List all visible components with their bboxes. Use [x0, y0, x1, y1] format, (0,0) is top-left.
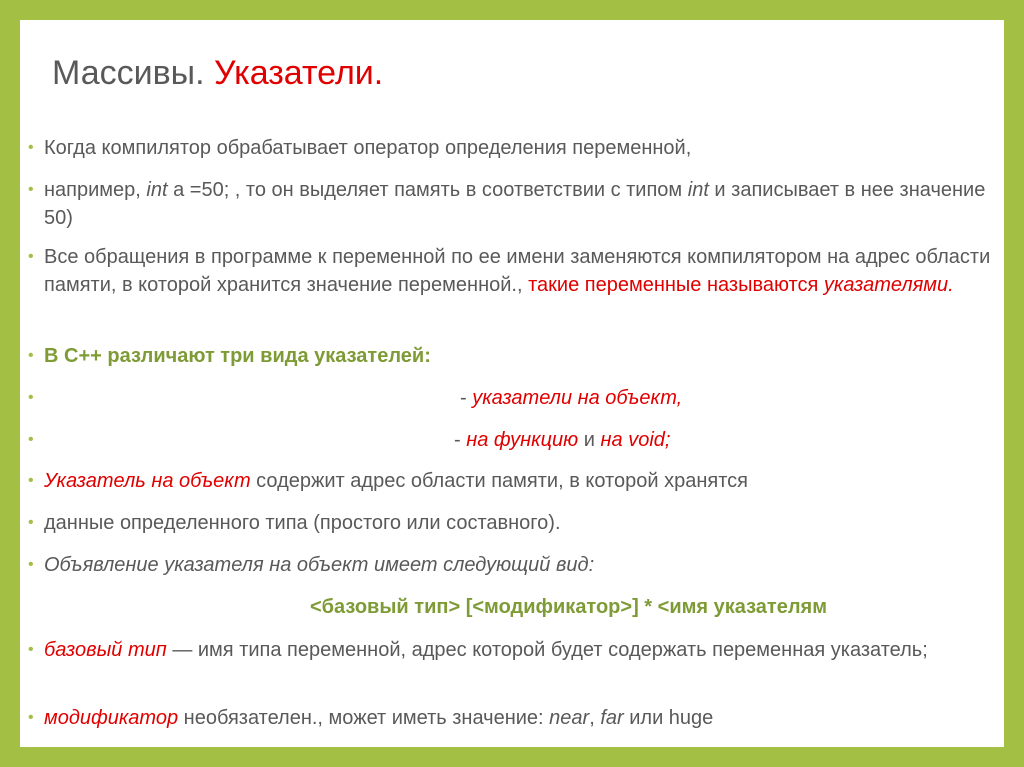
bullet-11 [28, 704, 996, 732]
bullet-5-red: указатели на объект, [472, 387, 683, 409]
bullet-6-dash: - [454, 429, 467, 451]
bullet-11-text-2: или huge [623, 707, 714, 729]
bullet-11-near: near [549, 707, 590, 729]
bullet-7 [28, 467, 996, 495]
bullet-dot: • [28, 347, 34, 364]
bullet-6-content [454, 426, 670, 454]
bullet-11-comma: , [589, 707, 601, 729]
bullet-6-red-2: на void; [600, 429, 671, 451]
bullet-11-red: модификатор [44, 707, 179, 729]
bullet-5-content [460, 384, 682, 412]
bullet-dot: • [28, 181, 34, 198]
bullet-2-text-1: например, [44, 179, 147, 201]
bullet-dot: • [28, 472, 34, 489]
bullet-8 [28, 509, 996, 537]
bullet-2-int-1: int [146, 179, 168, 201]
bullet-11-far: far [600, 707, 624, 729]
bullet-6-red-1: на функцию [466, 429, 579, 451]
bullet-dot: • [28, 641, 34, 658]
bullet-2-int-2: int [687, 179, 709, 201]
bullet-dot: • [28, 709, 34, 726]
bullet-dot: • [28, 431, 34, 448]
bullet-dot: • [28, 248, 34, 265]
bullet-3-red: такие переменные называются [528, 274, 824, 296]
bullet-7-red: Указатель на объект [44, 470, 251, 492]
bullet-dot: • [28, 556, 34, 573]
bullet-9-text: Объявление указателя на объект имеет следующий вид: [44, 554, 595, 576]
title-part2: Указатели. [214, 54, 384, 92]
bullet-dot: • [28, 514, 34, 531]
bullet-3-text: Все обращения в программе к переменной по ее имени заменяются компилятором на адрес области памяти, в которой хранится значение переменной., [44, 246, 991, 296]
bullet-2 [28, 176, 996, 232]
bullet-2-text-3: и записывает в нее значение 50) [44, 179, 986, 229]
syntax-line: <базовый тип> [<модификатор>] * <имя указателям [310, 596, 828, 618]
bullet-1 [28, 134, 996, 162]
bullet-4-text: В С++ различают три вида указателей: [44, 345, 431, 367]
bullet-4 [28, 342, 996, 370]
bullet-10 [28, 636, 996, 664]
bullet-3-red-italic: указателями. [823, 274, 954, 296]
bullet-dot: • [28, 389, 34, 406]
bullet-10-red: базовый тип [44, 639, 167, 661]
bullet-8-text: данные определенного типа (простого или составного). [44, 512, 561, 534]
bullet-5-dash: - [460, 387, 473, 409]
bullet-2-text-2: а =50; , то он выделяет память в соответствии с типом [167, 179, 688, 201]
bullet-1-text: Когда компилятор обрабатывает оператор определения переменной, [44, 137, 692, 159]
bullet-6-and: и [578, 429, 601, 451]
bullet-10-text: — имя типа переменной, адрес которой будет содержать переменная указатель; [166, 639, 928, 661]
bullet-dot: • [28, 139, 34, 156]
bullet-11-text-1: необязателен., может иметь значение: [178, 707, 550, 729]
bullet-9 [28, 551, 996, 579]
title-part1: Массивы. [52, 54, 214, 92]
bullet-3 [28, 243, 996, 299]
slide-title [52, 54, 383, 93]
bullet-7-text: содержит адрес области памяти, в которой хранятся [250, 470, 748, 492]
